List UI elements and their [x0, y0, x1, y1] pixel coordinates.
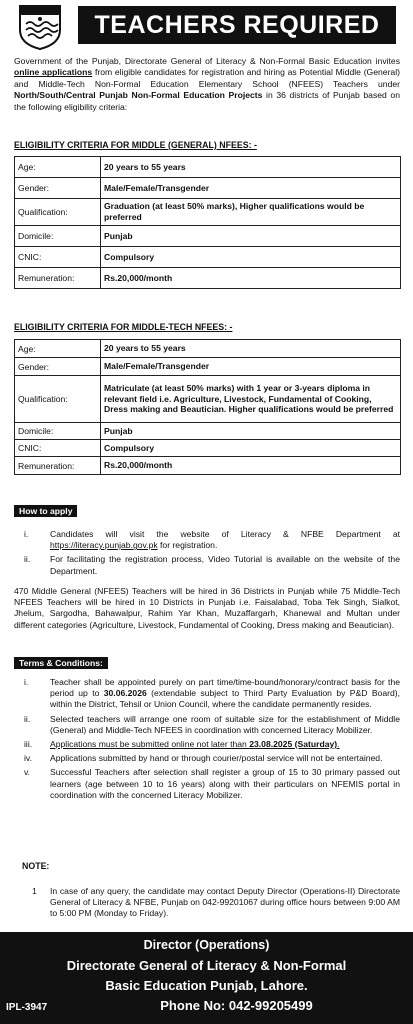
table-row: [15, 199, 401, 226]
table-row: [15, 358, 401, 376]
list-item: iv. Applications submitted by hand or through courier/postal service will not be entertained.: [24, 753, 383, 764]
table-row: [15, 178, 401, 199]
tech-criteria-table: [14, 339, 401, 475]
row-label: Domicile:: [15, 226, 101, 247]
row-value: Matriculate (at least 50% marks) with 1 year or 3-years diploma in relevant field i.e. Agriculture, Livestock, Fundamental of Cooking, Dress making and Beautician. Higher qualifications would be preferred: [101, 376, 401, 423]
table-row: [15, 457, 401, 475]
row-label: Age:: [15, 340, 101, 358]
row-label: CNIC:: [15, 440, 101, 457]
tech-criteria-title: ELIGIBILITY CRITERIA FOR MIDDLE-TECH NFEES: -: [14, 322, 233, 332]
phone-number: Phone No: 042-99205499: [160, 998, 313, 1013]
header: [0, 0, 413, 52]
directorate-name: Directorate General of Literacy & Non-Formal: [66, 958, 347, 973]
footer: [0, 932, 413, 1024]
table-row: [15, 247, 401, 268]
row-value: Rs.20,000/month: [101, 268, 401, 289]
table-row: [15, 423, 401, 440]
row-label: CNIC:: [15, 247, 101, 268]
how-to-apply-heading: How to apply: [14, 505, 77, 517]
row-value: Compulsory: [101, 247, 401, 268]
how-to-apply-list: [14, 529, 400, 580]
list-item: iii. Applications must be submitted online not later than 23.08.2025 (Saturday).: [24, 739, 340, 750]
intro-paragraph: Government of the Punjab, Directorate General of Literacy & Non-Formal Basic Education invites online applications from eligible candidates for registration and hiring as Potential Middle (General) and Middle-Tech Non-Formal Education Elementary School (NFEES) Teachers under North/South/Central Punjab Non-Formal Education Projects in 36 districts of Punjab based on the following eligibility criteria:: [14, 56, 400, 112]
list-item: i. Teacher shall be appointed purely on part time/time-bound/honorary/contract basis for the period up to 30.06.2026 (extendable subject to Third Party Evaluation by P&D Board), within the District, Tehsil or Union Council, where the candidate permanently resides.: [24, 677, 400, 710]
online-applications-text: online applications: [14, 67, 93, 78]
row-label: Remuneration:: [15, 268, 101, 289]
table-row: [15, 157, 401, 178]
row-label: Qualification:: [15, 376, 101, 423]
list-item: v. Successful Teachers after selection shall register a group of 15 to 30 primary passed out learners (age between 10 to 16 years) along with their particulars on NFEMIS portal in coordination with the concerned Literacy Mobilizer.: [24, 767, 400, 800]
row-value: 20 years to 55 years: [101, 340, 401, 358]
row-value: Male/Female/Transgender: [101, 358, 401, 376]
row-label: Age:: [15, 157, 101, 178]
row-value: 20 years to 55 years: [101, 157, 401, 178]
hiring-summary: 470 Middle General (NFEES) Teachers will be hired in 36 Districts in Punjab while 75 Middle-Tech NFEES Teachers will be hired in 10 Districts in Punjab i.e. Faisalabad, Toba Tek Singh, Sialkot, Jhelum, Sargodha, Bahawalpur, Rahim Yar Khan, Muzaffargarh, Khanewal and Multan under different categories (Agriculture, Livestock, Fundamental of Cooking, Dress making and Beautician).: [14, 586, 400, 630]
list-item: ii. For facilitating the registration process, Video Tutorial is available on the website of the Department.: [24, 554, 400, 576]
website-link[interactable]: https://literacy.punjab.gov.pk: [50, 540, 158, 551]
table-row: [15, 340, 401, 358]
note-list: [22, 886, 400, 923]
punjab-government-emblem-icon: [14, 4, 66, 50]
row-label: Domicile:: [15, 423, 101, 440]
table-row: [15, 440, 401, 457]
projects-text: North/South/Central Punjab Non-Formal Education Projects: [14, 90, 263, 101]
note-label: NOTE:: [22, 861, 50, 871]
table-row: [15, 268, 401, 289]
reference-code: IPL-3947: [6, 1002, 48, 1013]
list-item: i. Candidates will visit the website of Literacy & NFBE Department at https://literacy.punjab.gov.pk for registration.: [24, 529, 400, 551]
table-row: [15, 226, 401, 247]
row-value: Rs.20,000/month: [101, 457, 401, 475]
row-value: Punjab: [101, 226, 401, 247]
row-label: Gender:: [15, 358, 101, 376]
page-title: TEACHERS REQUIRED: [78, 6, 396, 44]
signatory-title: Director (Operations): [143, 938, 270, 952]
row-value: Punjab: [101, 423, 401, 440]
row-value: Graduation (at least 50% marks), Higher qualifications would be preferred: [101, 199, 401, 226]
row-label: Remuneration:: [15, 457, 101, 475]
list-item: ii. Selected teachers will arrange one room of suitable size for the establishment of Middle (General) and Middle-Tech NFEES in coordination with concerned Literacy Mobilizer.: [24, 713, 400, 735]
row-value: Compulsory: [101, 440, 401, 457]
row-label: Gender:: [15, 178, 101, 199]
general-criteria-table: [14, 156, 401, 289]
terms-list: [14, 677, 400, 804]
directorate-location: Basic Education Punjab, Lahore.: [105, 978, 308, 993]
list-item: 1 In case of any query, the candidate may contact Deputy Director (Operations-II) Directorate General of Literacy & NFBE, Punjab on 042-99201067 during office hours between 9:00 AM to 5:00 PM (Monday to Friday).: [32, 886, 400, 919]
row-label: Qualification:: [15, 199, 101, 226]
general-criteria-title: ELIGIBILITY CRITERIA FOR MIDDLE (GENERAL) NFEES: -: [14, 140, 257, 150]
table-row: [15, 376, 401, 423]
terms-heading: Terms & Conditions:: [14, 657, 108, 669]
row-value: Male/Female/Transgender: [101, 178, 401, 199]
